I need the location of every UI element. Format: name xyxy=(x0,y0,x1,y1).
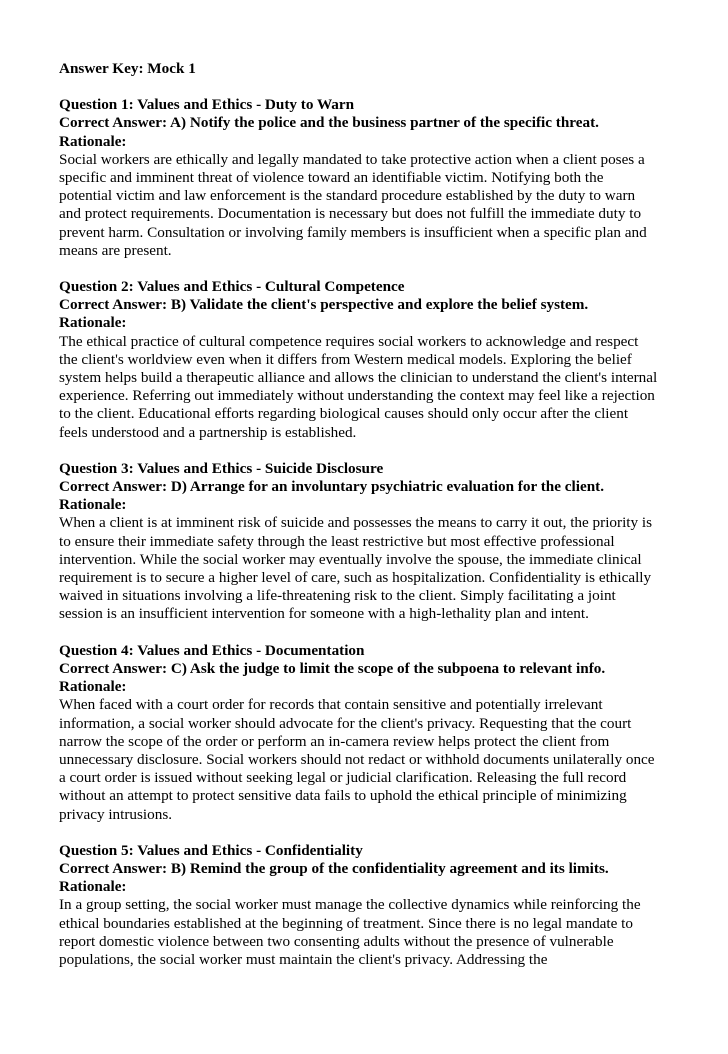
correct-answer: Correct Answer: B) Remind the group of the confidentiality agreement and its limits. xyxy=(59,859,609,877)
question-heading: Question 5: Values and Ethics - Confidentiality xyxy=(59,841,363,859)
correct-answer: Correct Answer: B) Validate the client's perspective and explore the belief system. xyxy=(59,296,589,314)
question-block-2 xyxy=(59,278,659,442)
rationale-text: When a client is at imminent risk of suicide and possesses the means to carry it out, the priority is to ensure their immediate safety through the least restrictive but most effective professional intervention. While the social worker may eventually involve the spouse, the immediate clinical requirement is to secure a higher level of care, such as hospitalization. Confidentiality is ethically waived in situations involving a life-threatening risk to the client. Simply facilitating a joint session is an insufficient intervention for someone with a high-lethality plan and intent. xyxy=(59,514,653,623)
question-heading: Question 3: Values and Ethics - Suicide Disclosure xyxy=(59,459,384,477)
correct-answer: Correct Answer: C) Ask the judge to limit the scope of the subpoena to relevant info. xyxy=(59,659,606,677)
document-page xyxy=(59,60,659,987)
question-block-3 xyxy=(59,460,659,624)
question-heading: Question 4: Values and Ethics - Documentation xyxy=(59,641,365,659)
rationale-text: The ethical practice of cultural competence requires social workers to acknowledge and respect the client's worldview even when it differs from Western medical models. Exploring the belief system helps build a therapeutic alliance and allows the clinician to understand the client's internal experience. Referring out immediately without understanding the context may feel like a rejection to the client. Educational efforts regarding biological causes should only occur after the client feels understood and a partnership is established. xyxy=(59,332,658,441)
correct-answer: Correct Answer: A) Notify the police and the business partner of the specific threat. xyxy=(59,114,599,132)
rationale-text: When faced with a court order for records that contain sensitive and potentially irrelevant information, a social worker should advocate for the client's privacy. Requesting that the court narrow the scope of the order or perform an in-camera review helps protect the client from unnecessary disclosure. Social workers should not redact or withhold documents unilaterally once a court order is issued without seeking legal or judicial clarification. Releasing the full record without an attempt to protect sensitive data fails to uphold the ethical principle of minimizing privacy intrusions. xyxy=(59,696,655,823)
question-heading: Question 1: Values and Ethics - Duty to Warn xyxy=(59,96,355,114)
rationale-label: Rationale: xyxy=(59,496,127,514)
rationale-label: Rationale: xyxy=(59,132,127,150)
rationale-label: Rationale: xyxy=(59,314,127,332)
correct-answer: Correct Answer: D) Arrange for an involuntary psychiatric evaluation for the client. xyxy=(59,478,604,496)
question-block-4 xyxy=(59,642,659,824)
document-title: Answer Key: Mock 1 xyxy=(59,60,196,77)
rationale-text: In a group setting, the social worker must manage the collective dynamics while reinforcing the ethical boundaries established at the beginning of treatment. Since there is no legal mandate to report domestic violence between two consenting adults without the presence of vulnerable populations, the social worker must maintain the client's privacy. Addressing the xyxy=(59,896,641,968)
rationale-text: Social workers are ethically and legally mandated to take protective action when a client poses a specific and imminent threat of violence toward an identifiable victim. Notifying both the potential victim and law enforcement is the standard procedure established by the duty to warn and protect requirements. Documentation is necessary but does not fulfill the immediate duty to prevent harm. Consultation or involving family members is insufficient when a specific plan and means are present. xyxy=(59,150,647,259)
question-block-1 xyxy=(59,96,659,260)
question-heading: Question 2: Values and Ethics - Cultural Competence xyxy=(59,278,405,296)
question-block-5 xyxy=(59,842,659,969)
rationale-label: Rationale: xyxy=(59,878,127,896)
rationale-label: Rationale: xyxy=(59,678,127,696)
